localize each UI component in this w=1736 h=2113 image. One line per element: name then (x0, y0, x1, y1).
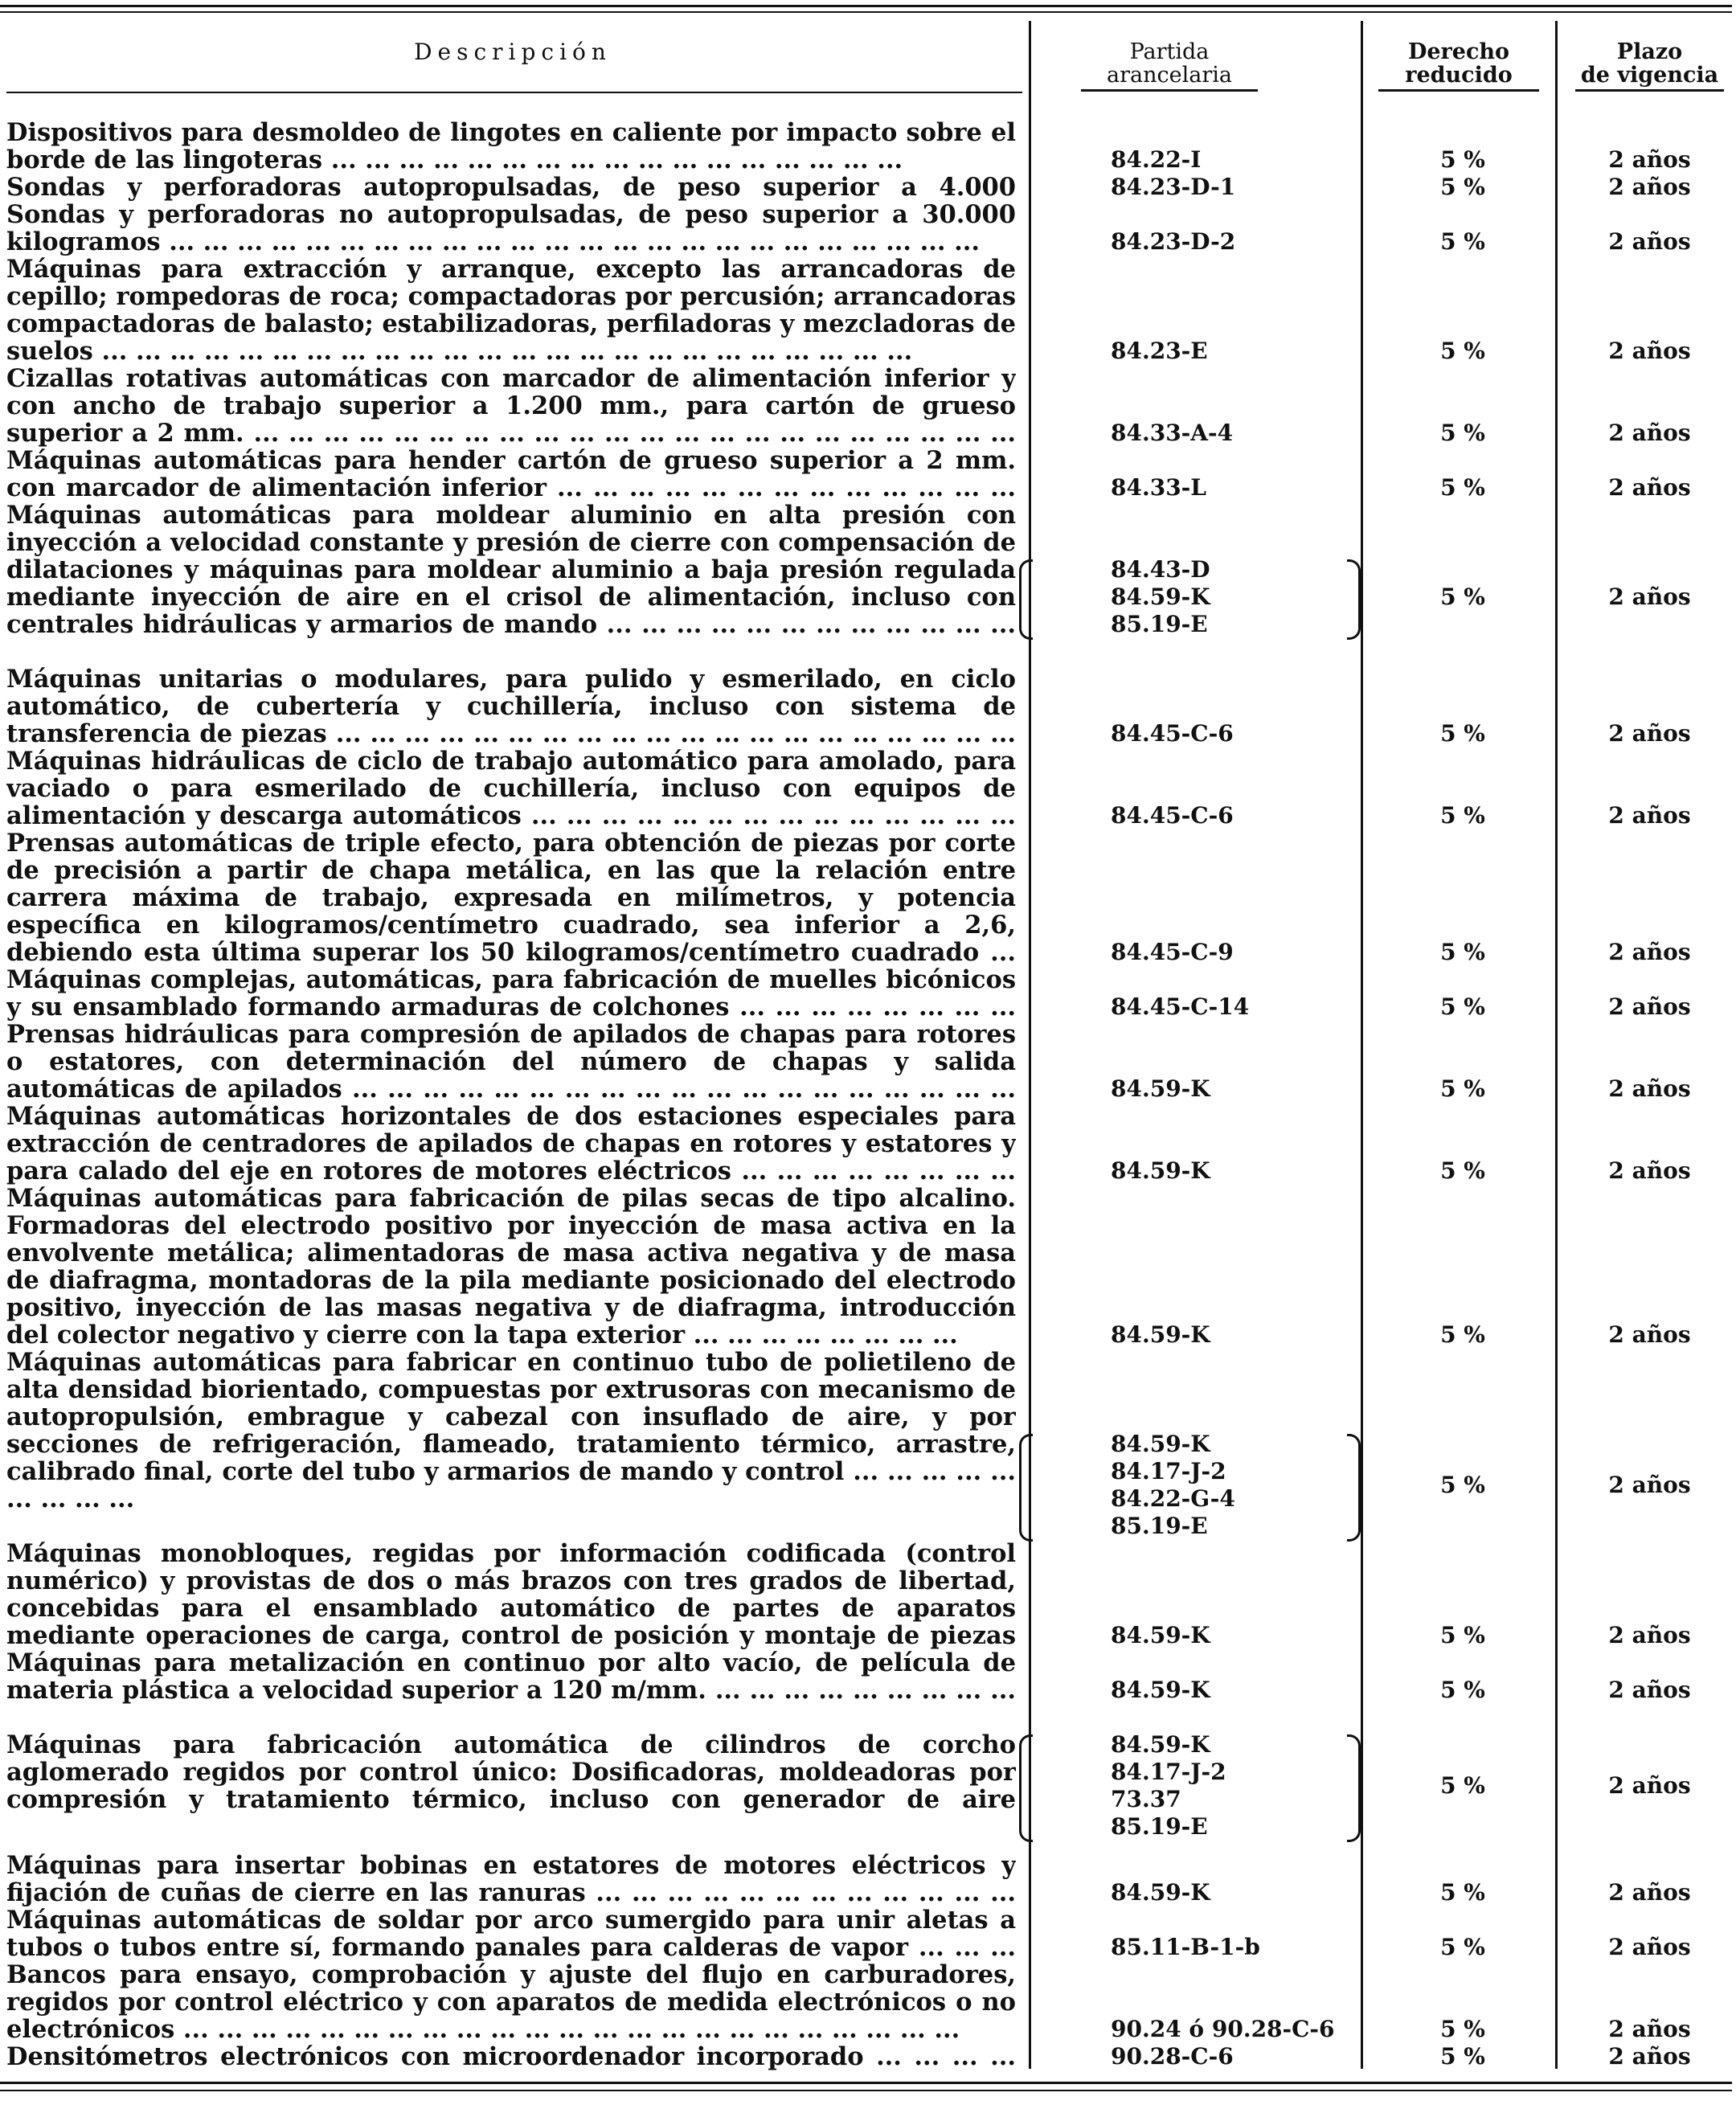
row-derecho: 5 % (1440, 1472, 1485, 1498)
row-partida: 85.11-B-1-b (1111, 1934, 1260, 1960)
row-plazo: 2 años (1608, 993, 1691, 1020)
row-partida: 84.17-J-2 (1111, 1458, 1226, 1484)
header-derecho (1378, 40, 1539, 92)
row-plazo: 2 años (1608, 338, 1691, 364)
row-derecho: 5 % (1440, 474, 1485, 501)
row-plazo: 2 años (1608, 2043, 1691, 2070)
row-derecho: 5 % (1440, 174, 1485, 200)
row-plazo: 2 años (1608, 474, 1691, 501)
row-partida: 84.59-K (1111, 1622, 1210, 1648)
row-description: Bancos para ensayo, comprobación y ajuste del flujo en carburadores, regidos por control eléctrico y con aparatos de medida electrónicos o no electrónicos ... ... ... ... ... ... ... ... ... ... ... ... ... ... ... ... ... ... ... ... ... ... ... (6, 1961, 1016, 2043)
grouping-brace (1347, 1434, 1361, 1542)
row-description: Sondas y perforadoras autopropulsadas, de peso superior a 4.000 (6, 174, 1016, 201)
top-rule (0, 5, 1732, 7)
row-description: Máquinas automáticas para moldear aluminio en alta presión con inyección a velocidad constante y presión de cierre con compensación de dilataciones y máquinas para moldear aluminio a baja presión regulada mediante inyección de aire en el crisol de alimentación, incluso con centrales hidráulicas y armarios de mando ... ... ... ... ... ... ... ... ... ... ... ... (6, 502, 1016, 638)
row-plazo: 2 años (1608, 1772, 1691, 1799)
row-derecho: 5 % (1440, 1622, 1485, 1648)
header-descripcion: Descripción (414, 39, 612, 65)
row-description: Máquinas monobloques, regidas por información codificada (control numérico) y provistas de dos o más brazos con tres grados de libertad, concebidas para el ensamblado automático de partes de aparatos mediante operaciones de carga, control de posición y montaje de piezas (6, 1540, 1016, 1649)
row-description: Máquinas automáticas para hender cartón de grueso superior a 2 mm. con marcador de alimentación inferior ... ... ... ... ... ... ... ... ... ... ... ... ... (6, 447, 1016, 502)
row-partida: 73.37 (1111, 1786, 1181, 1812)
row-derecho: 5 % (1440, 1772, 1485, 1799)
row-derecho: 5 % (1440, 1879, 1485, 1906)
row-plazo: 2 años (1608, 1157, 1691, 1184)
row-plazo: 2 años (1608, 1622, 1691, 1648)
row-derecho: 5 % (1440, 228, 1485, 255)
header-partida-line1: Partida (1129, 39, 1210, 64)
row-description: Máquinas automáticas de soldar por arco sumergido para unir aletas a tubos o tubos entre sí, formando panales para calderas de vapor ... ... ... (6, 1906, 1016, 1961)
row-plazo: 2 años (1608, 584, 1691, 610)
column-divider (1555, 21, 1558, 2069)
row-partida: 84.45-C-6 (1111, 802, 1234, 829)
column-divider (1361, 21, 1363, 2069)
row-partida: 84.22-I (1111, 146, 1202, 173)
grouping-brace (1019, 1734, 1033, 1842)
row-description: Máquinas para insertar bobinas en estatores de motores eléctricos y fijación de cuñas de cierre en las ranuras ... ... ... ... ... ... ... ... ... ... ... ... (6, 1852, 1016, 1906)
row-partida: 84.45-C-9 (1111, 939, 1234, 965)
row-partida: 84.59-K (1111, 1879, 1210, 1906)
row-plazo: 2 años (1608, 174, 1691, 200)
row-derecho: 5 % (1440, 1677, 1485, 1703)
row-partida: 90.24 ó 90.28-C-6 (1111, 2016, 1335, 2042)
row-partida: 84.59-K (1111, 1431, 1210, 1457)
row-description: Densitómetros electrónicos con microordenador incorporado ... ... ... ... (6, 2043, 1016, 2070)
row-description: Cizallas rotativas automáticas con marcador de alimentación inferior y con ancho de trabajo superior a 1.200 mm., para cartón de grueso superior a 2 mm. ... ... ... ... ... ... ... ... ... ... ... ... ... ... ... ... ... ... ... ... ... ... (6, 365, 1016, 447)
row-plazo: 2 años (1608, 1321, 1691, 1348)
header-partida-line2: arancelaria (1081, 63, 1258, 92)
row-derecho: 5 % (1440, 1321, 1485, 1348)
row-partida: 84.59-K (1111, 1157, 1210, 1184)
row-plazo: 2 años (1608, 1472, 1691, 1498)
row-description: Máquinas para fabricación automática de cilindros de corcho aglomerado regidos por control único: Dosificadoras, moldeadoras por compresión y tratamiento térmico, incluso con generador de aire (6, 1731, 1016, 1813)
row-description: Máquinas para extracción y arranque, excepto las arrancadoras de cepillo; rompedoras de roca; compactadoras por percusión; arrancadoras compactadoras de balasto; estabilizadoras, perfiladoras y mezcladoras de suelos ... ... ... ... ... ... ... ... ... ... ... ... ... ... ... ... ... ... ... ... ... ... ... ... (6, 256, 1016, 365)
row-partida: 90.28-C-6 (1111, 2043, 1234, 2070)
row-partida: 85.19-E (1111, 611, 1208, 637)
row-description: Máquinas automáticas para fabricar en continuo tubo de polietileno de alta densidad biorientado, compuestas por extrusoras con mecanismo de autopropulsión, embrague y cabezal con insuflado de aire, y por secciones de refrigeración, flameado, tratamiento térmico, arrastre, calibrado final, corte del tubo y armarios de mando y control ... ... ... ... ... ... ... ... ... (6, 1349, 1016, 1513)
grouping-brace (1347, 559, 1361, 640)
row-partida: 84.17-J-2 (1111, 1759, 1226, 1785)
row-plazo: 2 años (1608, 720, 1691, 747)
header-plazo-line2: de vigencia (1575, 63, 1724, 92)
row-derecho: 5 % (1440, 2043, 1485, 2070)
row-description: Dispositivos para desmoldeo de lingotes en caliente por impacto sobre el borde de las lingoteras ... ... ... ... ... ... ... ... ... ... ... ... ... ... ... ... ... (6, 119, 1016, 174)
grouping-brace (1019, 559, 1033, 640)
row-partida: 84.23-D-1 (1111, 174, 1236, 200)
header-derecho-line1: Derecho (1407, 39, 1510, 64)
row-partida: 84.33-L (1111, 474, 1206, 501)
header-plazo (1575, 40, 1724, 92)
row-partida: 85.19-E (1111, 1513, 1208, 1539)
row-plazo: 2 años (1608, 228, 1691, 255)
row-plazo: 2 años (1608, 802, 1691, 829)
row-derecho: 5 % (1440, 802, 1485, 829)
row-derecho: 5 % (1440, 2016, 1485, 2042)
row-partida: 84.45-C-14 (1111, 993, 1250, 1020)
row-plazo: 2 años (1608, 146, 1691, 173)
row-derecho: 5 % (1440, 993, 1485, 1020)
bottom-rule (0, 2082, 1732, 2084)
row-derecho: 5 % (1440, 1075, 1485, 1102)
row-description: Máquinas complejas, automáticas, para fabricación de muelles bicónicos y su ensamblado formando armaduras de colchones ... ... ... ... ... ... ... ... (6, 966, 1016, 1021)
row-derecho: 5 % (1440, 420, 1485, 446)
row-plazo: 2 años (1608, 1934, 1691, 1960)
row-partida: 84.59-K (1111, 1075, 1210, 1102)
row-description: Máquinas para metalización en continuo por alto vacío, de película de materia plástica a velocidad superior a 120 m/mm. ... ... ... ... ... ... ... ... ... (6, 1649, 1016, 1704)
row-derecho: 5 % (1440, 338, 1485, 364)
header-underline (6, 92, 1022, 93)
row-description: Máquinas automáticas horizontales de dos estaciones especiales para extracción de centradores de apilados de chapas en rotores y estatores y para calado del eje en rotores de motores eléctricos ... ... ... ... ... ... ... ... (6, 1103, 1016, 1185)
row-partida: 84.59-K (1111, 1677, 1210, 1703)
row-description: Máquinas hidráulicas de ciclo de trabajo automático para amolado, para vaciado o para esmerilado de cuchillería, incluso con equipos de alimentación y descarga automáticos ... ... ... ... ... ... ... ... ... ... ... ... ... ... (6, 747, 1016, 829)
row-description: Sondas y perforadoras no autopropulsadas, de peso superior a 30.000 kilogramos ... ... ... ... ... ... ... ... ... ... ... ... ... ... ... ... ... ... ... ... ... ... ... ... (6, 201, 1016, 256)
row-plazo: 2 años (1608, 2016, 1691, 2042)
row-description: Prensas hidráulicas para compresión de apilados de chapas para rotores o estatores, con determinación del número de chapas y salida automáticas de apilados ... ... ... ... ... ... ... ... ... ... ... ... ... ... ... ... ... ... ... (6, 1021, 1016, 1103)
row-partida: 84.59-K (1111, 1321, 1210, 1348)
grouping-brace (1347, 1734, 1361, 1842)
top-rule-thin (0, 11, 1732, 13)
row-description: Máquinas automáticas para fabricación de pilas secas de tipo alcalino. Formadoras del electrodo positivo por inyección de masa activa en la envolvente metálica; alimentadoras de masa activa negativa y de masa de diafragma, montadoras de la pila mediante posicionado del electrodo positivo, inyección de las masas negativa y de diafragma, introducción del colector negativo y cierre con la tapa exterior ... ... ... ... ... ... ... ... (6, 1185, 1016, 1349)
row-plazo: 2 años (1608, 939, 1691, 965)
row-plazo: 2 años (1608, 1879, 1691, 1906)
row-derecho: 5 % (1440, 1934, 1485, 1960)
row-derecho: 5 % (1440, 939, 1485, 965)
row-derecho: 5 % (1440, 146, 1485, 173)
row-partida: 85.19-E (1111, 1813, 1208, 1840)
row-partida: 84.23-E (1111, 338, 1208, 364)
row-partida: 84.23-D-2 (1111, 228, 1236, 255)
row-plazo: 2 años (1608, 420, 1691, 446)
row-partida: 84.45-C-6 (1111, 720, 1234, 747)
header-partida (1081, 40, 1258, 92)
row-partida: 84.59-K (1111, 584, 1210, 610)
row-plazo: 2 años (1608, 1677, 1691, 1703)
row-partida: 84.33-A-4 (1111, 420, 1234, 446)
row-plazo: 2 años (1608, 1075, 1691, 1102)
row-derecho: 5 % (1440, 1157, 1485, 1184)
header-plazo-line1: Plazo (1616, 39, 1683, 64)
row-derecho: 5 % (1440, 584, 1485, 610)
row-partida: 84.22-G-4 (1111, 1485, 1235, 1512)
grouping-brace (1019, 1434, 1033, 1542)
header-derecho-line2: reducido (1378, 63, 1539, 92)
bottom-rule-thin (0, 2090, 1732, 2091)
row-description: Máquinas unitarias o modulares, para pulido y esmerilado, en ciclo automático, de cubertería y cuchillería, incluso con sistema de transferencia de piezas ... ... ... ... ... ... ... ... ... ... ... ... ... ... ... ... ... ... ... ... (6, 665, 1016, 747)
row-derecho: 5 % (1440, 720, 1485, 747)
row-partida: 84.59-K (1111, 1731, 1210, 1758)
row-description: Prensas automáticas de triple efecto, para obtención de piezas por corte de precisión a partir de chapa metálica, en las que la relación entre carrera máxima de trabajo, expresada en milímetros, y potencia específica en kilogramos/centímetro cuadrado, sea inferior a 2,6, debiendo esta última superar los 50 kilogramos/centímetro cuadrado ... (6, 829, 1016, 966)
row-partida: 84.43-D (1111, 556, 1210, 583)
